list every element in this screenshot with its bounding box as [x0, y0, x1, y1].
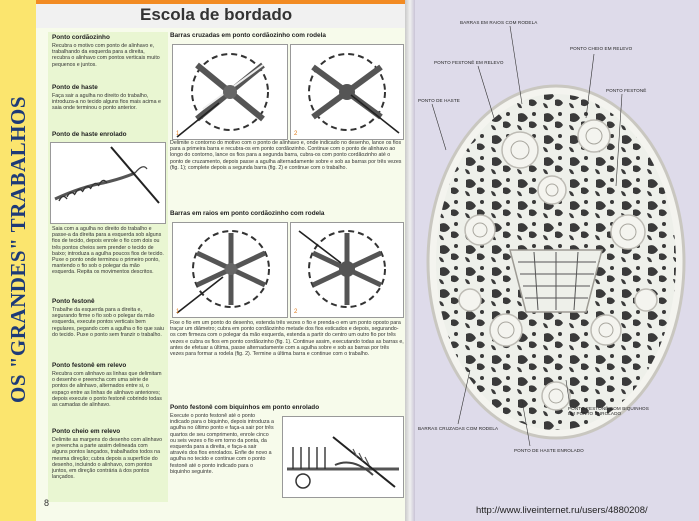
figure-number: 2 [294, 131, 298, 137]
section-haste-enrolado [52, 131, 164, 140]
section-title: Ponto festonê [52, 298, 95, 305]
figure-barras-cruzadas-1 [172, 44, 288, 140]
section-body: Saia com a agulha no direito do trabalho e passe-a da direita para a esquerda sob alguns fios de tecido, depois enrole o fio com dois ou três pontos cheios sem prender o tecido de baixo; introduza a agulha poucos fios de tecido. Puxe o ponto onde terminou o primeiro ponto, mantendo o fio sob o polegar da mão esquerda. Repita os movimentos descritos. [52, 226, 164, 276]
section-festone [52, 298, 164, 344]
figure-barras-raios-2 [290, 222, 404, 318]
section-title: Barras em raios em ponto cordãozinho com rodela [170, 210, 325, 217]
section-body: Faça sair a agulha no direito do trabalho, introduza-a no tecido alguns fios mais acima e saia onde terminou o ponto anterior. [52, 93, 161, 112]
instructions-column-left [48, 32, 168, 502]
instructions-column-right [170, 32, 404, 502]
section-title: Barras cruzadas em ponto cordãozinho com rodela [170, 32, 326, 39]
section-title: Ponto de haste [52, 84, 98, 91]
section-title: Ponto festonê em relevo [52, 362, 127, 369]
callout-festone: PONTO FESTONÊ [606, 88, 647, 93]
figure-festone-biquinhos [282, 416, 404, 498]
section-body: Recubra com alinhavo as linhas que delimitam o desenho e preencha com uma série de pontos de alinhavo, alternados entre si, o espaço entre as linhas de alinhavo anteriores; depois execute o ponto festonê cobrindo todas as camadas de alinhavo. [52, 371, 162, 409]
section-haste [52, 84, 164, 118]
figure-barras-cruzadas-2 [290, 44, 404, 140]
watermark-url: http://www.liveinternet.ru/users/4880208/ [476, 505, 648, 516]
callout-festone-relevo: PONTO FESTONÊ EM RELEVO [434, 60, 504, 65]
page-number: 8 [44, 498, 50, 508]
callout-haste-enrolado: PONTO DE HASTE ENROLADO [514, 448, 584, 453]
section-body: Execute o ponto festonê até o ponto indicado para o biquinho, depois introduza a agulha no último ponto e faça-a sair por três quartos de seu comprimento, enrole cinco ou seis vezes o fio em torno da ponta, da esquerda para a direita, e faça-a sair através dos fios enrolados. Enfie de novo a agulha no tecido e continue com o ponto festonê até o ponto indicado para o biquinho seguinte. [170, 413, 274, 475]
illustration-haste-enrolado [50, 142, 166, 224]
figure-number: 1 [176, 131, 180, 137]
figure-number: 2 [294, 309, 298, 315]
section-title: Ponto cordãozinho [52, 34, 110, 41]
page-title: Escola de bordado [140, 5, 293, 24]
section-title: Ponto festonê com biquinhos em ponto enrolado [170, 404, 320, 411]
callout-haste: PONTO DE HASTE [418, 98, 460, 103]
spine-title: OS "GRANDES" TRABALHOS [6, 96, 30, 404]
callout-festone-biquinhos: PONTO FESTONÊ COM BIQUINHOS EM PONTO ENROLADO [568, 406, 649, 416]
section-cordaozinho [52, 34, 164, 74]
callout-cheio-relevo: PONTO CHEIO EM RELEVO [570, 46, 633, 51]
spine-band [0, 0, 36, 521]
callout-barras-raios: BARRAS EM RAIOS COM RODELA [460, 20, 538, 25]
section-body: Delimite as margens do desenho com alinhavo e preencha a parte assim delineada com alguns pontos lançados, trabalhados todos na mesma direção; cubra depois a superfície do desenho, incluindo o alinhavo, com pontos juntos, em direção contrária à dos pontos lançados. [52, 437, 163, 481]
section-title: Ponto cheio em relevo [52, 428, 121, 435]
figure-number: 1 [176, 309, 180, 315]
section-barras-cruzadas-body [170, 140, 404, 177]
section-title: Ponto de haste enrolado [52, 131, 127, 138]
section-barras-raios [170, 210, 404, 219]
section-body: Trabalhe da esquerda para a direita e, segurando firme o fio sob o polegar da mão esquerda, execute pontos verticais bem regulares, pegando com a agulha o fio que saiu do tecido. Puxe o ponto sem franzir o trabalho. [52, 307, 164, 338]
section-body: Recubra o motivo com ponto de alinhavo e, trabalhando da esquerda para a direita, recubra o alinhavo com pontos verticais muito pequenos e juntos. [52, 43, 160, 68]
section-barras-raios-body [170, 320, 404, 363]
section-barras-cruzadas [170, 32, 404, 41]
page-gutter [405, 0, 415, 521]
section-body: Fixe o fio em um ponto do desenho, estenda três vezes o fio e prenda-o em um ponto oposto para traçar um diâmetro; cubra em ponto cordãozinho metade dos fios esticados e depois, segurando-os com firmeza com o polegar da mão esquerda, estenda a partir do centro um outro fio por três vezes e cubra os fios em ponto cordãozinho (fig. 1). Continue assim, executando todas as barras e, antes de efetuar a última, passe alternadamente com a agulha sobre e sob as barras por três vezes para formar a rodela (fig. 2). Termine a última barra e continue com o trabalho. [170, 320, 404, 358]
section-body: Delimite o contorno do motivo com o ponto de alinhavo e, onde indicado no desenho, lance os fios para a primeira barra e recubra-os em ponto cordãozinho. Continue com o ponto de alinhavo ao longo do contorno, lance os fios para a segunda barra, cubra-os com ponto cordãozinho até o ponto de cruzamento, depois passe a agulha alternadamente sobre e sob as barras por três vezes (fig. 1); complete depois a segunda barra (fig. 2) e continue com o trabalho. [170, 140, 402, 171]
cutwork-lace-doily [410, 0, 699, 521]
figure-barras-raios-1 [172, 222, 288, 318]
section-haste-enrolado-body [52, 226, 164, 282]
right-page [410, 0, 699, 521]
callout-barras-cruzadas: BARRAS CRUZADAS COM RODELA [418, 426, 499, 431]
section-festone-relevo [52, 362, 164, 414]
section-cheio-relevo [52, 428, 164, 486]
